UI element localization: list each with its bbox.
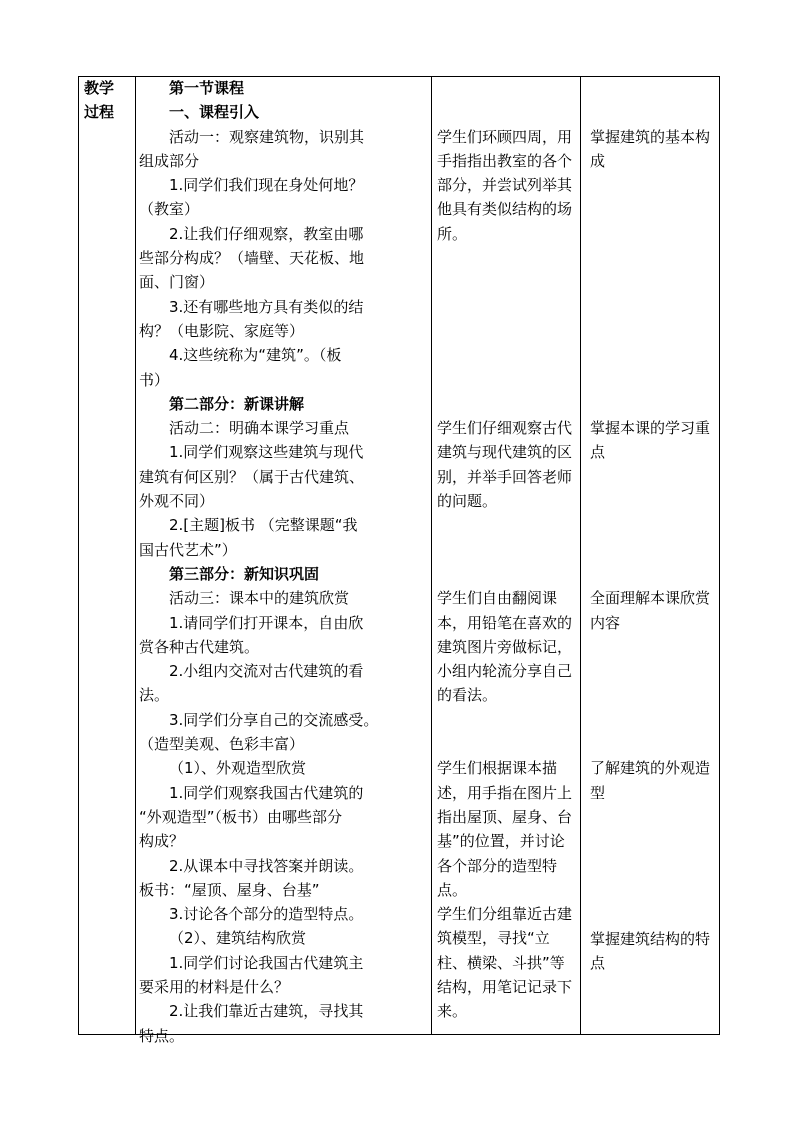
activity-3-item: （造型美观、色彩丰富） bbox=[139, 735, 305, 754]
subsection-item: 要采用的材料是什么？ bbox=[139, 977, 290, 996]
column-divider-2 bbox=[431, 76, 432, 1035]
subsection-item: 特点。 bbox=[139, 1026, 185, 1045]
student-activity-1: 学生们环顾四周，用手指指出教室的各个部分，并尝试列举其他具有类似结构的场所。 bbox=[437, 127, 573, 243]
activity-2-item: 国古代艺术”） bbox=[139, 540, 237, 559]
goal-5: 掌握建筑结构的特点 bbox=[590, 929, 711, 972]
activity-3-item: 1.请同学们打开课本，自由欣 bbox=[169, 613, 364, 632]
activity-1-item: 2.让我们仔细观察，教室由哪 bbox=[169, 224, 364, 243]
heading-intro: 一、课程引入 bbox=[169, 103, 260, 122]
subsection-line: （2）、建筑结构欣赏 bbox=[169, 929, 307, 948]
goal-4: 了解建筑的外观造型 bbox=[590, 759, 711, 802]
activity-2-item: 1.同学们观察这些建筑与现代 bbox=[169, 443, 364, 462]
activity-1-item: 构？（电影院、家庭等） bbox=[139, 321, 305, 340]
activity-2-line: 活动二：明确本课学习重点 bbox=[169, 419, 350, 438]
activity-1-item: 面、门窗） bbox=[139, 273, 215, 292]
subsection-item: 1.同学们观察我国古代建筑的 bbox=[169, 783, 364, 802]
activity-2-item: 外观不同） bbox=[139, 492, 215, 511]
activity-2-item: 2.[主题]板书 （完整课题“我 bbox=[169, 516, 358, 535]
student-activity-5: 学生们分组靠近古建筑模型，寻找“立柱、横梁、斗拱”等结构，用笔记记录下来。 bbox=[437, 905, 573, 1021]
activity-1-item: 4.这些统称为“建筑”。（板 bbox=[169, 346, 342, 365]
subsection-item: 板书：“屋顶、屋身、台基” bbox=[139, 880, 320, 899]
activity-2-item: 建筑有何区别？（属于古代建筑、 bbox=[139, 467, 365, 486]
activity-3-item: 3.同学们分享自己的交流感受。 bbox=[169, 710, 379, 729]
column-divider-3 bbox=[580, 76, 581, 1035]
subsection-item: “外观造型”（板书）由哪些部分 bbox=[139, 807, 343, 826]
activity-3-line: 活动三：课本中的建筑欣赏 bbox=[169, 589, 350, 608]
heading-part-2: 第二部分：新课讲解 bbox=[169, 394, 305, 413]
heading-lesson: 第一节课程 bbox=[169, 79, 245, 97]
subsection-item: 1.同学们讨论我国古代建筑主 bbox=[169, 953, 364, 972]
activity-1-item: 书） bbox=[139, 370, 170, 389]
heading-part-3: 第三部分：新知识巩固 bbox=[169, 564, 320, 583]
subsection-item: 2.让我们靠近古建筑，寻找其 bbox=[169, 1002, 364, 1021]
goal-2: 掌握本课的学习重点 bbox=[590, 419, 711, 462]
activity-1-item: 1.同学们我们现在身处何地？ bbox=[169, 176, 364, 195]
student-activity-4: 学生们根据课本描述，用手指在图片上指出屋顶、屋身、台基”的位置，并讨论各个部分的造型特点。 bbox=[437, 759, 573, 899]
section-label-cell bbox=[84, 76, 132, 125]
teaching-content-cell bbox=[139, 76, 431, 1048]
subsection-item: 2.从课本中寻找答案并朗读。 bbox=[169, 856, 364, 875]
activity-1-item: 些部分构成？（墙壁、天花板、地 bbox=[139, 249, 365, 268]
section-label-line-2: 过程 bbox=[84, 103, 115, 122]
subsection-item: 构成？ bbox=[139, 832, 185, 851]
activity-1-item: （教室） bbox=[139, 200, 200, 219]
goal-1: 掌握建筑的基本构成 bbox=[590, 127, 711, 170]
student-activity-2: 学生们仔细观察古代建筑与现代建筑的区别，并举手回答老师的问题。 bbox=[437, 419, 573, 511]
table-border-left bbox=[78, 76, 79, 1035]
activity-1-line: 活动一：观察建筑物，识别其 bbox=[169, 127, 365, 146]
subsection-line: （1）、外观造型欣赏 bbox=[169, 759, 307, 778]
table-border-right bbox=[719, 76, 720, 1035]
column-divider-1 bbox=[135, 76, 136, 1035]
activity-3-item: 法。 bbox=[139, 686, 170, 705]
activity-1-item: 3.还有哪些地方具有类似的结 bbox=[169, 297, 364, 316]
student-activity-3: 学生们自由翻阅课本，用铅笔在喜欢的建筑图片旁做标记，小组内轮流分享自己的看法。 bbox=[437, 589, 573, 705]
activity-3-item: 2.小组内交流对古代建筑的看 bbox=[169, 662, 364, 681]
section-label-line-1: 教学 bbox=[84, 79, 115, 97]
subsection-item: 3.讨论各个部分的造型特点。 bbox=[169, 905, 364, 924]
activity-1-line: 组成部分 bbox=[139, 151, 200, 170]
activity-3-item: 赏各种古代建筑。 bbox=[139, 637, 260, 656]
goal-3: 全面理解本课欣赏内容 bbox=[590, 589, 711, 632]
